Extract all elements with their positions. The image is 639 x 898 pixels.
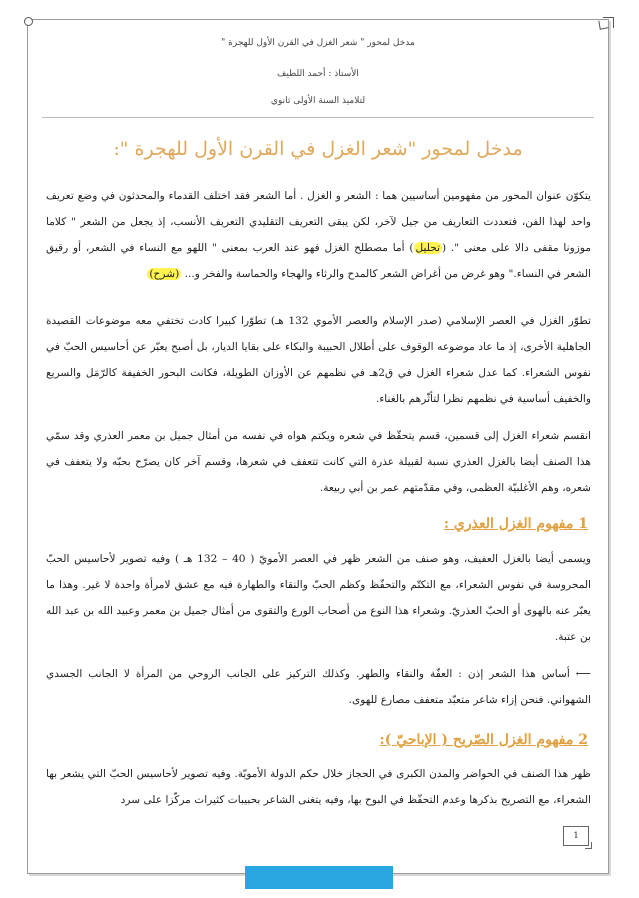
udhri-summary-paragraph: ⟵ أساس هذا الشعر إذن : العفّة والنقاء والطهر. وكذلك التركيز على الجانب الروحي من المرأة لا الجانب الجسدي الشهواني. فنحن إزاء شاعر متعبّد متعفف مصارع للهوى.	[46, 668, 591, 706]
section-heading-udhri: 1 مفهوم الغزل العذري :	[443, 516, 588, 532]
header-audience: لتلاميذ السنة الأولى ثانوي	[270, 96, 366, 106]
bottom-action-bar[interactable]	[245, 866, 393, 889]
page-number: 1	[563, 826, 589, 846]
page-curl-icon	[603, 17, 614, 28]
page-corner-handle-left	[24, 17, 33, 26]
highlight-analysis: تحليل	[415, 242, 441, 254]
document-page	[27, 19, 609, 874]
header-teacher: الأستاذ : أحمد اللطيف	[277, 69, 359, 79]
header-course-title: مدخل لمحور " شعر الغزل في القرن الأول للهجرة "	[221, 38, 415, 48]
header-divider	[42, 117, 594, 118]
intro-text-b: ) أما مصطلح الغزل فهو عند العرب بمعنى " اللهو مع النساء في الشعر، أو رقيق الشعر في النساء." وهو غرض من أغراض الشعر كالمدح والرثاء والهجاء والحماسة والفخر و...	[46, 242, 591, 280]
section-heading-explicit: 2 مفهوم الغزل الصّريح ( الإباحيّ ):	[379, 732, 588, 748]
udhri-paragraph: ويسمى أيضا بالغزل العفيف، وهو صنف من الشعر ظهر في العصر الأمويّ ( 40 – 132 هـ ) وفيه تصوير لأحاسيس الحبّ المحروسة في نفوس الشعراء، مع التكتّم والتحفّظ وكظم الحبّ والنقاء والطهارة فيه مع عشق لامرأة واحدة لا غير. وهذا ما يعبّر عنه بالهوى أو الحبّ العذريّ. وشعراء هذا النوع من أصحاب الورع والتقوى من أمثال جميل بن معمر وعبيد الله بن عبد الله بن عتبة.	[46, 553, 591, 643]
highlight-explanation: (شرح)	[149, 268, 180, 280]
evolution-paragraph: تطوّر الغزل في العصر الإسلامي (صدر الإسلام والعصر الأموي 132 هـ) تطوّرا كبيرا كادت تختفي معه موضوعات القصيدة الجاهلية الأخرى، إذ ما عاد موضوعه الوقوف على أطلال الحبيبة والبكاء على بقايا الديار، بل أصبح يعبّر عن أحاسيس الحبّ في نفوس الشعراء. كما عدل شعراء الغزل في ق2هـ في نظمهم عن الأوزان الطويلة، فكانت البحور الخفيفة كالرّمَل والسريع والخفيف أساسية في نظمهم نظرا لتأثّرهم بالغناء.	[46, 315, 592, 405]
division-paragraph: انقسم شعراء الغزل إلى قسمين، قسم يتحقّظ في شعره ويكتم هواه في نفسه من أمثال جميل بن معمر العذري وقد سمّي هذا الصنف أيضا بالغزل العذري نسبة لقبيلة عذرة التي كانت تتعفف في شعرها، وقسم آخر كان يصرّح بحبّه ولا يتعفف في شعره، وهم الأغلبيّة العظمى، وفي مقدّمتهم عمر بن أبي ربيعة.	[46, 430, 591, 494]
intro-paragraph	[46, 183, 591, 287]
page-title: مدخل لمحور "شعر الغزل في القرن الأول للهجرة ":	[113, 138, 523, 160]
intro-text-a: يتكوّن عنوان المحور من مفهومين أساسيين هما : الشعر و الغزل . أما الشعر فقد اختلف القدماء والمحدثون في وضع تعريف واحد لهذا الفن، فتعددت التعاريف من جيل لآخر، لكن يبقى التعريف التقليدي التعريف الأنسب، إذ يجعل من الشعر " كلاما موزونا مقفى دالا على معنى ". (	[46, 190, 591, 254]
explicit-paragraph: ظهر هذا الصنف في الحواضر والمدن الكبرى في الحجاز خلال حكم الدولة الأمويّة. وفيه تصوير لأحاسيس الحبّ التي يشعر بها الشعراء، مع التصريح بذكرها وعدم التحفّظ في البوح بها، وفيه يتغنى الشاعر بحبيبات كثيرات مركّزا على سرد	[46, 768, 591, 806]
